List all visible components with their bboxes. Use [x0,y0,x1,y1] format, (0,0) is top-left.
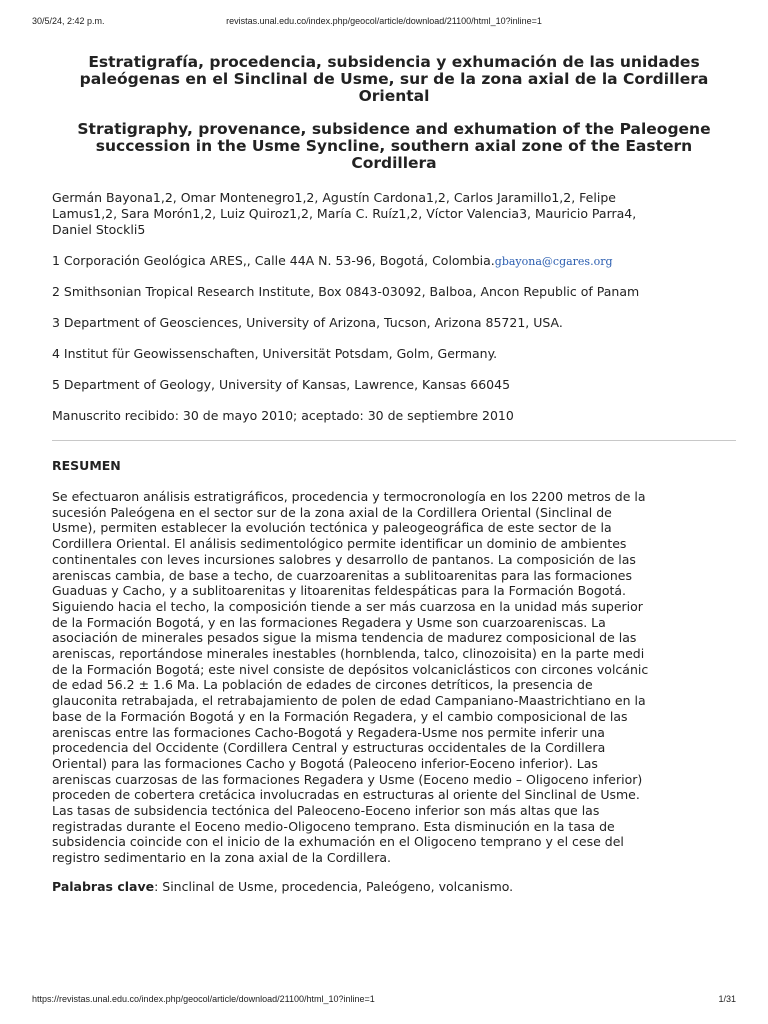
abstract-line: Cordillera Oriental. El análisis sedimentológico permite identificar un dominio de ambientes [52,536,627,552]
abstract-heading: RESUMEN [52,458,121,473]
article [52,54,736,895]
print-footer [0,994,768,1008]
abstract-line: de la Formación Bogotá, y en las formaciones Regadera y Usme son cuarzoareniscas. La [52,614,606,630]
print-url: revistas.unal.edu.co/index.php/geocol/article/download/21100/html_10?inline=1 [226,16,542,26]
footer-url: https://revistas.unal.edu.co/index.php/geocol/article/download/21100/html_10?inline=1 [32,994,375,1004]
print-header [0,16,768,30]
affiliation-3: 3 Department of Geosciences, University of Arizona, Tucson, Arizona 85721, USA. [52,315,563,330]
keywords-label: Palabras clave [52,878,155,894]
abstract-line: areniscas cuarzosas de las formaciones Regadera y Usme (Eoceno medio – Oligoceno inferior) [52,771,643,787]
abstract-line: Usme), permiten establecer la evolución tectónica y paleogeográfica de este sector de la [52,520,612,536]
manuscript-dates: Manuscrito recibido: 30 de mayo 2010; aceptado: 30 de septiembre 2010 [52,408,514,423]
abstract-line: asociación de minerales pesados sigue la misma tendencia de madurez composicional de las [52,630,637,646]
abstract-line: areniscas cambia, de base a techo, de cuarzoarenitas a sublitoarenitas para las formaciones [52,567,632,583]
affiliation-2: 2 Smithsonian Tropical Research Institute, Box 0843-03092, Balboa, Ancon Republic of Panam [52,284,640,299]
title-english-line: Stratigraphy, provenance, subsidence and exhumation of the Paleogene [77,120,711,138]
affiliation-4: 4 Institut für Geowissenschaften, Universität Potsdam, Golm, Germany. [52,346,498,361]
abstract-line: Guaduas y Cacho, y a sublitoarenitas y litoarenitas feldespáticas para la Formación Bogotá. [52,583,627,599]
abstract-line: areniscas, reportándose minerales inestables (hornblenda, talco, clinozoisita) en la parte medi [52,646,645,662]
affiliation-1 [52,253,736,270]
affiliation-1-email[interactable]: gbayona@cgares.org [494,255,613,268]
title-spanish-line: Estratigrafía, procedencia, subsidencia y exhumación de las unidades [88,53,700,71]
authors-line: Lamus1,2, Sara Morón1,2, Luiz Quiroz1,2, María C. Ruíz1,2, Víctor Valencia3, Mauricio Parra4, [52,206,637,221]
title-english-line: Cordillera [351,154,437,172]
abstract-line: Se efectuaron análisis estratigráficos, procedencia y termocronología en los 2200 metros de la [52,489,646,504]
abstract-line: registradas durante el Eoceno medio-Oligoceno temprano. Esta disminución en la tasa de [52,818,615,834]
title-english [52,121,736,172]
title-spanish [52,54,736,105]
abstract-line: procedencia del Occidente (Cordillera Central y estructuras occidentales de la Cordillera [52,740,606,756]
abstract-line: Oriental) para las formaciones Cacho y Bogotá (Paleoceno inferior-Eoceno inferior). Las [52,755,598,771]
authors-line: Germán Bayona1,2, Omar Montenegro1,2, Agustín Cardona1,2, Carlos Jaramillo1,2, Felipe [52,190,616,205]
divider [52,440,736,441]
abstract-line: subsidencia coincide con el inicio de la exhumación en el Oligoceno temprano y el cese del [52,834,624,850]
abstract-line: de edad 56.2 ± 1.6 Ma. La población de edades de circones detríticos, la presencia de [52,677,593,693]
abstract-line: de la Formación Bogotá; este nivel consiste de depósitos volcaniclásticos con circones volcánic [52,661,649,677]
affiliation-1-text: 1 Corporación Geológica ARES,, Calle 44A N. 53-96, Bogotá, Colombia. [52,253,495,268]
abstract-line: base de la Formación Bogotá y en la Formación Regadera, y el cambio composicional de las [52,708,628,724]
abstract-line: glauconita retrabajada, el retrabajamiento de polen de edad Campaniano-Maastrichtiano en la [52,693,646,709]
title-spanish-line: paleógenas en el Sinclinal de Usme, sur de la zona axial de la Cordillera [79,70,709,88]
title-spanish-line: Oriental [358,87,430,105]
abstract-line: Las tasas de subsidencia tectónica del Paleoceno-Eoceno inferior son más altas que las [52,803,600,819]
authors-line: Daniel Stockli5 [52,222,146,237]
keywords-text: : Sinclinal de Usme, procedencia, Paleógeno, volcanismo. [154,878,514,894]
abstract-line: proceden de cobertera cretácica involucradas en estructuras al oriente del Sinclinal de Usme. [52,787,640,803]
page-number: 1/31 [718,994,736,1004]
abstract-line: continentales con leves incursiones salobres y desarrollo de pantanos. La composición de las [52,551,636,567]
abstract [52,489,736,866]
keywords [52,879,736,895]
title-english-line: succession in the Usme Syncline, southern axial zone of the Eastern [95,137,693,155]
affiliation-5: 5 Department of Geology, University of Kansas, Lawrence, Kansas 66045 [52,377,511,392]
print-date: 30/5/24, 2:42 p.m. [32,16,105,26]
abstract-line: registro sedimentario en la zona axial de la Cordillera. [52,850,391,866]
abstract-line: areniscas entre las formaciones Cacho-Bogotá y Regadera-Usme nos permite inferir una [52,724,605,740]
abstract-line: sucesión Paleógena en el sector sur de la zona axial de la Cordillera Oriental (Sinclinal de [52,504,612,520]
abstract-line: Siguiendo hacia el techo, la composición tiende a ser más cuarzosa en la unidad más superior [52,598,643,614]
authors [52,190,736,238]
